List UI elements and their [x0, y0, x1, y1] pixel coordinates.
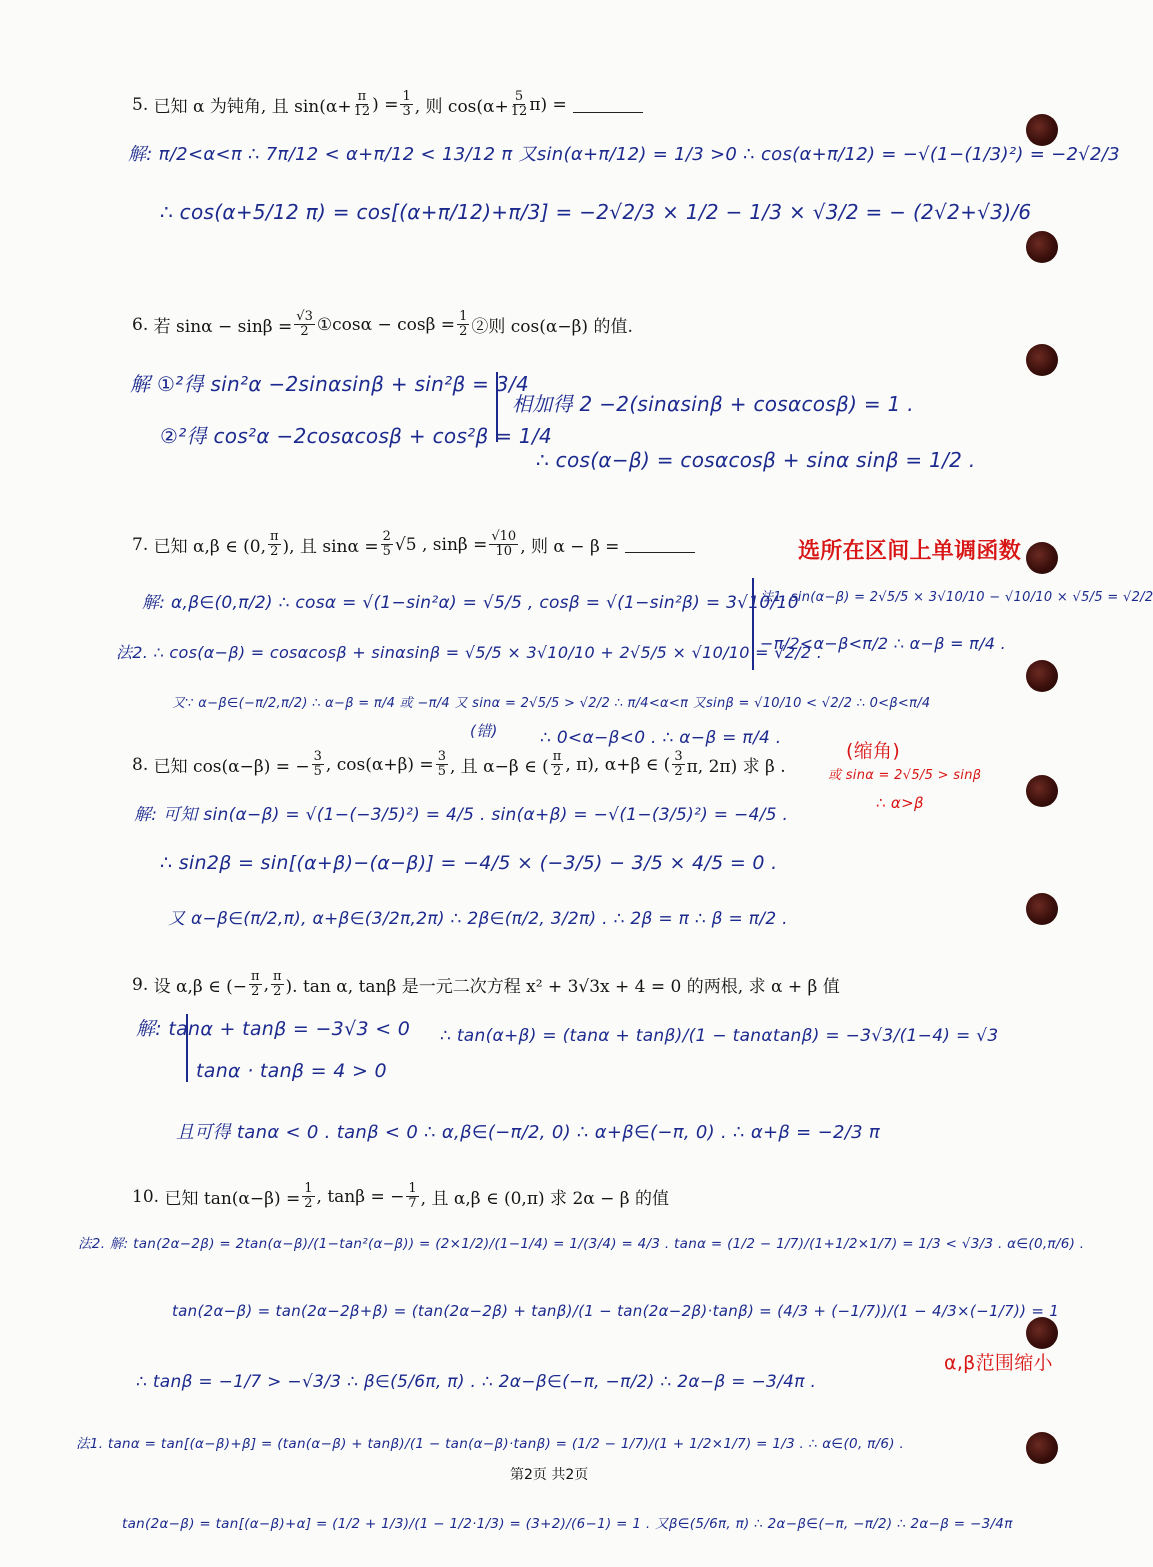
solution-6-right-1: 相加得 2 −2(sinαsinβ + cosαcosβ) = 1 .	[512, 392, 914, 416]
question-5	[132, 90, 643, 119]
solution-6-right-2: ∴ cos(α−β) = cosαcosβ + sinα sinβ = 1/2 .	[536, 448, 976, 472]
binder-hole	[1026, 775, 1058, 807]
question-text: 已知 α 为钝角, 且 sin(α+	[153, 97, 352, 117]
solution-8-line-1: 解: 可知 sin(α−β) = √(1−(−3/5)²) = 4/5 . sin(α+β) = −√(1−(3/5)²) = −4/5 .	[134, 805, 789, 825]
question-text: , 且 α,β ∈ (0,π) 求 2α − β 的值	[420, 1189, 670, 1209]
solution-10-line-4: 法1. tanα = tan[(α−β)+β] = (tan(α−β) + tanβ)/(1 − tan(α−β)·tanβ) = (1/2 − 1/7)/(1 + 1/2×1/7) = 1/3 . ∴ α∈(0, π/6) .	[76, 1436, 905, 1452]
question-6	[132, 310, 633, 339]
solution-7-wrong-mark: (错)	[470, 722, 498, 740]
question-number: 5.	[132, 94, 149, 115]
solution-7-line-4: ∴ 0<α−β<0 . ∴ α−β = π/4 .	[540, 728, 782, 748]
fraction: $\frac{√3}{2}$	[296, 309, 313, 339]
solution-7-line-3: 又∵ α−β∈(−π/2,π/2) ∴ α−β = π/4 或 −π/4 又 sinα = 2√5/5 > √2/2 ∴ π/4<α<π 又sinβ = √10/10 < √2/2 ∴ 0<β<π/4	[172, 696, 931, 711]
fraction: $\frac{1}{3}$	[402, 89, 411, 119]
question-text: , 则 α − β =	[520, 537, 620, 557]
question-text: π) =	[529, 94, 567, 115]
binder-hole	[1026, 1432, 1058, 1464]
solution-10-line-1: 法2. 解: tan(2α−2β) = 2tan(α−β)/(1−tan²(α−β)) = (2×1/2)/(1−1/4) = 1/(3/4) = 4/3 . tanα = (1/2 − 1/7)/(1+1/2×1/7) = 1/3 < √3/3 . α∈(0,π/6) .	[78, 1236, 1085, 1252]
fraction: $\frac{√10}{10}$	[491, 529, 517, 559]
question-text: ①cosα − cosβ =	[316, 314, 456, 335]
question-text: ), 且 sinα =	[282, 537, 379, 557]
teacher-note-red-3: ∴ α>β	[876, 794, 924, 812]
question-7	[132, 530, 695, 559]
fraction: $\frac{1}{7}$	[408, 1181, 417, 1211]
question-text: , tanβ = −	[316, 1186, 405, 1207]
question-text: 若 sinα − sinβ =	[153, 317, 293, 337]
question-text: π, 2π) 求 β .	[686, 757, 786, 777]
fraction: $\frac{\pi}{2}$	[270, 529, 279, 559]
question-text: √5 , sinβ =	[394, 534, 488, 555]
binder-hole	[1026, 1317, 1058, 1349]
teacher-note-red-range: α,β范围缩小	[944, 1352, 1053, 1374]
solution-10-line-2: tan(2α−β) = tan(2α−2β+β) = (tan(2α−2β) + tanβ)/(1 − tan(2α−2β)·tanβ) = (4/3 + (−1/7))/(1 − 4/3×(−1/7)) = 1	[172, 1302, 1060, 1320]
solution-5-line-1: 解: π/2<α<π ∴ 7π/12 < α+π/12 < 13/12 π 又sin(α+π/12) = 1/3 >0 ∴ cos(α+π/12) = −√(1−(1/3)²) = −2√2/3	[128, 144, 1120, 165]
brace	[496, 372, 498, 442]
solution-6-line-1: 解 ①²得 sin²α −2sinαsinβ + sin²β = 3/4	[130, 372, 529, 396]
binder-hole	[1026, 344, 1058, 376]
question-text: ). tan α, tanβ 是一元二次方程 x² + 3√3x + 4 = 0 的两根, 求 α + β 值	[285, 977, 840, 997]
question-text: ) =	[372, 94, 399, 115]
fraction: $\frac{\pi}{2}$	[272, 969, 282, 999]
question-text: , cos(α+β) =	[325, 754, 434, 775]
fraction: $\frac{1}{2}$	[459, 309, 468, 339]
question-text: ②则 cos(α−β) 的值.	[471, 317, 633, 337]
fraction: $\frac{3}{5}$	[437, 749, 446, 779]
solution-8-line-3: 又 α−β∈(π/2,π), α+β∈(3/2π,2π) ∴ 2β∈(π/2, 3/2π) . ∴ 2β = π ∴ β = π/2 .	[168, 909, 788, 929]
binder-hole	[1026, 660, 1058, 692]
solution-7-method-1: 法1. sin(α−β) = 2√5/5 × 3√10/10 − √10/10 × √5/5 = √2/2	[760, 590, 1153, 605]
question-10	[132, 1182, 669, 1211]
question-text: , π), α+β ∈ (	[565, 754, 671, 775]
teacher-note-red: 选所在区间上单调函数	[798, 539, 1022, 564]
question-text: , 则 cos(α+	[414, 97, 509, 117]
solution-10-line-5: tan(2α−β) = tan[(α−β)+α] = (1/2 + 1/3)/(1 − 1/2·1/3) = (3+2)/(6−1) = 1 . 又β∈(5/6π, π) ∴ 2α−β∈(−π, −π/2) ∴ 2α−β = −3/4π	[122, 1516, 1013, 1532]
fraction: $\frac{1}{2}$	[304, 1181, 313, 1211]
question-number: 7.	[132, 534, 149, 555]
fraction: $\frac{\pi}{2}$	[552, 749, 562, 779]
question-text: 已知 tan(α−β) =	[164, 1189, 301, 1209]
binder-hole	[1026, 231, 1058, 263]
teacher-note-red-1: (缩角)	[846, 740, 901, 762]
solution-6-line-2: ②²得 cos²α −2cosαcosβ + cos²β = 1/4	[160, 424, 553, 448]
question-number: 6.	[132, 314, 149, 335]
question-text: 设 α,β ∈ (−	[153, 977, 248, 997]
binder-hole	[1026, 893, 1058, 925]
fraction: $\frac{\pi}{2}$	[251, 969, 260, 999]
fraction: $\frac{3}{2}$	[674, 749, 683, 779]
solution-7-line-1: 解: α,β∈(0,π/2) ∴ cosα = √(1−sin²α) = √5/5 , cosβ = √(1−sin²β) = 3√10/10	[142, 593, 799, 613]
solution-9-line-1: 解: tanα + tanβ = −3√3 < 0	[136, 1018, 411, 1040]
question-9	[132, 970, 840, 999]
fraction: $\frac{\pi}{12}$	[353, 89, 371, 119]
solution-10-line-3: ∴ tanβ = −1/7 > −√3/3 ∴ β∈(5/6π, π) . ∴ 2α−β∈(−π, −π/2) ∴ 2α−β = −3/4π .	[136, 1372, 817, 1392]
solution-9-line-2: tanα · tanβ = 4 > 0	[196, 1060, 387, 1082]
solution-7-method-1b: −π/2<α−β<π/2 ∴ α−β = π/4 .	[760, 634, 1007, 653]
question-text: , 且 α−β ∈ (	[449, 757, 549, 777]
question-text: 已知 cos(α−β) = −	[153, 757, 310, 777]
fraction: $\frac{3}{5}$	[313, 749, 322, 779]
brace	[186, 1014, 188, 1082]
solution-9-line-3: 且可得 tanα < 0 . tanβ < 0 ∴ α,β∈(−π/2, 0) ∴ α+β∈(−π, 0) . ∴ α+β = −2/3 π	[176, 1122, 880, 1143]
solution-9-right: ∴ tan(α+β) = (tanα + tanβ)/(1 − tanαtanβ) = −3√3/(1−4) = √3	[440, 1026, 999, 1046]
question-text: 已知 α,β ∈ (0,	[153, 537, 266, 557]
solution-7-method-2: 法2. ∴ cos(α−β) = cosαcosβ + sinαsinβ = √5/5 × 3√10/10 + 2√5/5 × √10/10 = √2/2 .	[116, 643, 823, 662]
question-text: ,	[263, 974, 269, 995]
solution-8-line-2: ∴ sin2β = sin[(α+β)−(α−β)] = −4/5 × (−3/5) − 3/5 × 4/5 = 0 .	[160, 852, 778, 874]
fraction: $\frac{5}{12}$	[510, 89, 528, 119]
question-number: 9.	[132, 974, 149, 995]
question-8	[132, 750, 786, 779]
page-footer: 第2页 共2页	[510, 1467, 589, 1483]
fraction: $\frac{2}{5}$	[382, 529, 391, 559]
teacher-note-red-2: 或 sinα = 2√5/5 > sinβ	[828, 768, 982, 783]
question-number: 8.	[132, 754, 149, 775]
binder-hole	[1026, 542, 1058, 574]
solution-5-line-2: ∴ cos(α+5/12 π) = cos[(α+π/12)+π/3] = −2√2/3 × 1/2 − 1/3 × √3/2 = − (2√2+√3)/6	[160, 200, 1032, 224]
answer-blank	[625, 551, 695, 553]
question-number: 10.	[132, 1186, 160, 1207]
answer-blank	[573, 111, 643, 113]
